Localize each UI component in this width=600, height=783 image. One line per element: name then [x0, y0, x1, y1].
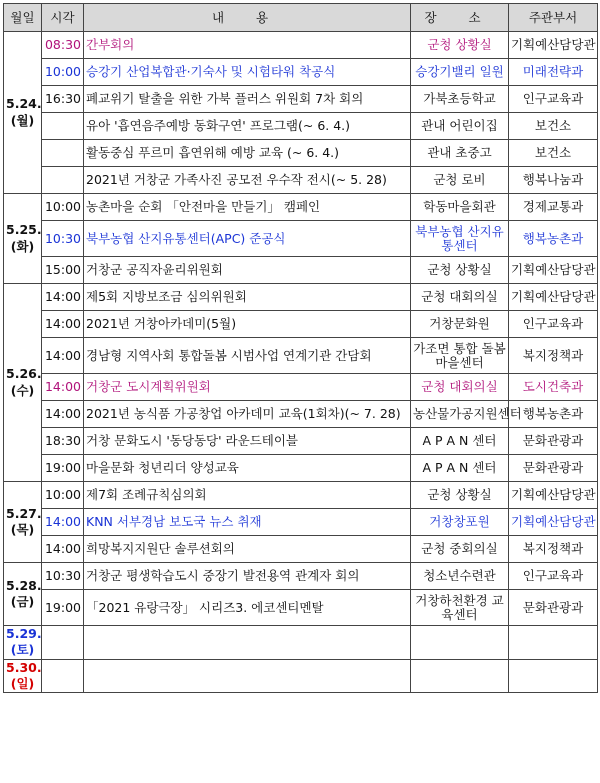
time-cell: 19:00 [42, 590, 84, 626]
place-cell: 청소년수련관 [411, 563, 509, 590]
dept-cell: 기획예산담당관 [509, 32, 598, 59]
place-cell: 군청 상황실 [411, 257, 509, 284]
table-row [4, 113, 598, 140]
table-row [4, 194, 598, 221]
header-time: 시각 [42, 4, 84, 32]
dept-cell: 행복농촌과 [509, 401, 598, 428]
date-label: 5.24. [6, 96, 42, 112]
table-row [4, 401, 598, 428]
date-label: 5.28. [6, 577, 42, 593]
place-cell: 군청 대회의실 [411, 374, 509, 401]
weekday-label: (일) [10, 675, 35, 691]
time-cell: 08:30 [42, 32, 84, 59]
content-cell: 제5회 지방보조금 심의위원회 [84, 284, 411, 311]
date-label: 5.27. [6, 505, 42, 521]
content-cell: 「2021 유랑극장」 시리즈3. 에코센티멘탈 [84, 590, 411, 626]
content-cell: 유아 '흡연음주예방 동화구연' 프로그램(~ 6. 4.) [84, 113, 411, 140]
table-row [4, 32, 598, 59]
weekday-label: (목) [10, 522, 35, 537]
content-cell: 2021년 거창아카데미(5월) [84, 311, 411, 338]
table-row [4, 626, 598, 660]
dept-cell: 복지정책과 [509, 338, 598, 374]
content-cell: 승강기 산업복합관·기숙사 및 시험타워 착공식 [84, 59, 411, 86]
place-cell: 가조면 통합 돌봄마을센터 [411, 338, 509, 374]
dept-cell: 기획예산담당관 [509, 482, 598, 509]
place-cell: 농산물가공지원센터 [411, 401, 509, 428]
time-cell: 14:00 [42, 311, 84, 338]
table-row [4, 509, 598, 536]
weekly-schedule-table [3, 3, 598, 693]
time-cell: 16:30 [42, 86, 84, 113]
place-cell [411, 626, 509, 660]
schedule-sheet [3, 3, 598, 693]
table-row [4, 221, 598, 257]
dept-cell: 문화관광과 [509, 455, 598, 482]
time-cell: 10:30 [42, 563, 84, 590]
table-row [4, 482, 598, 509]
place-cell: 가북초등학교 [411, 86, 509, 113]
date-label: 5.30. [6, 659, 42, 675]
schedule-body [4, 32, 598, 693]
table-row [4, 659, 598, 693]
content-cell: 거창군 도시계획위원회 [84, 374, 411, 401]
dept-cell: 행복농촌과 [509, 221, 598, 257]
table-row [4, 59, 598, 86]
place-cell: 군청 대회의실 [411, 284, 509, 311]
dept-cell: 기획예산담당관 [509, 284, 598, 311]
dept-cell: 기획예산담당관 [509, 257, 598, 284]
time-cell [42, 113, 84, 140]
header-date: 월일 [4, 4, 42, 32]
weekday-label: (수) [10, 382, 35, 398]
header-place: 장 소 [411, 4, 509, 32]
time-cell: 14:00 [42, 509, 84, 536]
date-label: 5.25. [6, 222, 42, 238]
date-cell [4, 626, 42, 660]
date-label: 5.26. [6, 366, 42, 382]
date-cell [4, 563, 42, 626]
table-row [4, 455, 598, 482]
content-cell: 희망복지지원단 솔루션회의 [84, 536, 411, 563]
header-row [4, 4, 598, 32]
content-cell: KNN 서부경남 보도국 뉴스 취재 [84, 509, 411, 536]
content-cell: 거창군 공직자윤리위원회 [84, 257, 411, 284]
table-row [4, 563, 598, 590]
content-cell: 거창군 평생학습도시 중장기 발전용역 관계자 회의 [84, 563, 411, 590]
place-cell [411, 659, 509, 693]
table-row [4, 428, 598, 455]
time-cell [42, 659, 84, 693]
dept-cell: 보건소 [509, 140, 598, 167]
time-cell: 14:00 [42, 374, 84, 401]
weekday-label: (금) [10, 594, 35, 609]
content-cell: 제7회 조례규칙심의회 [84, 482, 411, 509]
time-cell: 10:00 [42, 194, 84, 221]
time-cell: 14:00 [42, 338, 84, 374]
content-cell: 북부농협 산지유통센터(APC) 준공식 [84, 221, 411, 257]
content-cell: 경남형 지역사회 통합돌봄 시범사업 연계기관 간담회 [84, 338, 411, 374]
dept-cell: 인구교육과 [509, 86, 598, 113]
time-cell: 10:30 [42, 221, 84, 257]
place-cell: 거창창포원 [411, 509, 509, 536]
weekday-label: (월) [10, 112, 35, 128]
table-row [4, 374, 598, 401]
table-row [4, 167, 598, 194]
header-content: 내 용 [84, 4, 411, 32]
dept-cell: 미래전략과 [509, 59, 598, 86]
dept-cell: 행복나눔과 [509, 167, 598, 194]
place-cell: 관내 초중고 [411, 140, 509, 167]
time-cell [42, 140, 84, 167]
time-cell: 19:00 [42, 455, 84, 482]
dept-cell: 인구교육과 [509, 311, 598, 338]
dept-cell: 문화관광과 [509, 428, 598, 455]
time-cell: 14:00 [42, 284, 84, 311]
header-dept: 주관부서 [509, 4, 598, 32]
time-cell: 15:00 [42, 257, 84, 284]
table-row [4, 590, 598, 626]
content-cell: 간부회의 [84, 32, 411, 59]
place-cell: 거창하천환경 교육센터 [411, 590, 509, 626]
place-cell: 관내 어린이집 [411, 113, 509, 140]
place-cell: 학동마을회관 [411, 194, 509, 221]
time-cell [42, 626, 84, 660]
table-row [4, 536, 598, 563]
place-cell: 승강기밸리 일원 [411, 59, 509, 86]
dept-cell: 보건소 [509, 113, 598, 140]
place-cell: 군청 로비 [411, 167, 509, 194]
content-cell: 활동중심 푸르미 흡연위해 예방 교육 (~ 6. 4.) [84, 140, 411, 167]
content-cell: 농촌마을 순회 「안전마을 만들기」 캠페인 [84, 194, 411, 221]
table-row [4, 86, 598, 113]
time-cell: 14:00 [42, 401, 84, 428]
time-cell: 14:00 [42, 536, 84, 563]
date-cell [4, 32, 42, 194]
dept-cell: 기획예산담당관 [509, 509, 598, 536]
place-cell: 거창문화원 [411, 311, 509, 338]
content-cell: 폐교위기 탈출을 위한 가북 플러스 위원회 7차 회의 [84, 86, 411, 113]
table-row [4, 338, 598, 374]
table-row [4, 284, 598, 311]
time-cell: 10:00 [42, 59, 84, 86]
content-cell [84, 659, 411, 693]
place-cell: A P A N 센터 [411, 428, 509, 455]
content-cell: 2021년 거창군 가족사진 공모전 우수작 전시(~ 5. 28) [84, 167, 411, 194]
dept-cell: 복지정책과 [509, 536, 598, 563]
place-cell: 군청 상황실 [411, 32, 509, 59]
dept-cell: 도시건축과 [509, 374, 598, 401]
date-label: 5.29. [6, 626, 42, 641]
weekday-label: (토) [10, 642, 35, 658]
content-cell: 거창 문화도시 '동당동당' 라운드테이블 [84, 428, 411, 455]
date-cell [4, 659, 42, 693]
date-cell [4, 194, 42, 284]
table-row [4, 311, 598, 338]
dept-cell: 경제교통과 [509, 194, 598, 221]
content-cell: 2021년 농식품 가공창업 아카데미 교육(1회차)(~ 7. 28) [84, 401, 411, 428]
table-row [4, 140, 598, 167]
dept-cell [509, 659, 598, 693]
dept-cell: 문화관광과 [509, 590, 598, 626]
date-cell [4, 482, 42, 563]
content-cell: 마을문화 청년리더 양성교육 [84, 455, 411, 482]
place-cell: 군청 중회의실 [411, 536, 509, 563]
dept-cell [509, 626, 598, 660]
place-cell: A P A N 센터 [411, 455, 509, 482]
place-cell: 군청 상황실 [411, 482, 509, 509]
time-cell [42, 167, 84, 194]
date-cell [4, 284, 42, 482]
time-cell: 18:30 [42, 428, 84, 455]
content-cell [84, 626, 411, 660]
table-row [4, 257, 598, 284]
dept-cell: 인구교육과 [509, 563, 598, 590]
time-cell: 10:00 [42, 482, 84, 509]
weekday-label: (화) [10, 238, 35, 254]
place-cell: 북부농협 산지유통센터 [411, 221, 509, 257]
